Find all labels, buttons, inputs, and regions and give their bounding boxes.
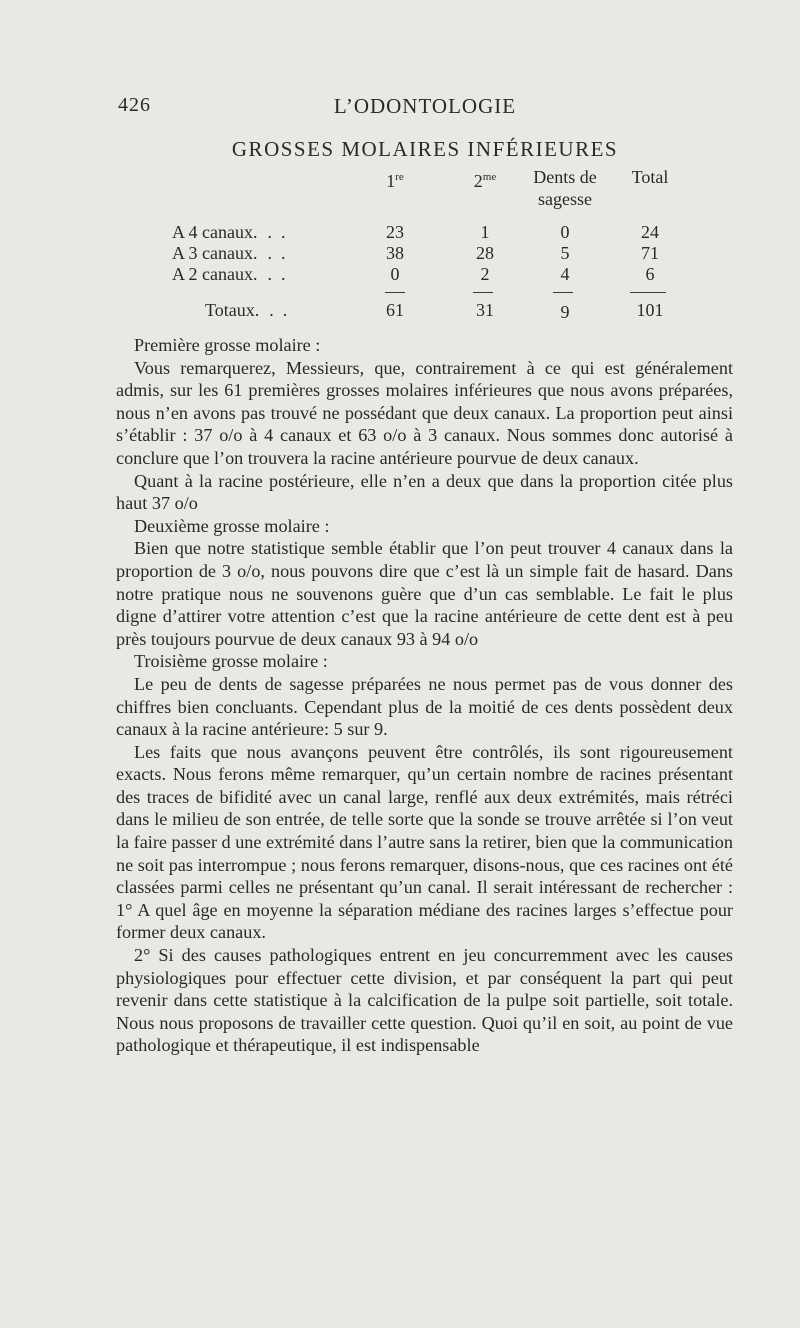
paragraph: Le peu de dents de sagesse préparées ne nous permet pas de vous donner des chiffres bien concluants. Cependant plus de la moitié de ces dents possèdent deux canaux à la racine antérieure: 5 sur 9. xyxy=(116,673,733,740)
statistics-table xyxy=(0,0,800,330)
page-number: 426 xyxy=(118,94,151,116)
rule-dash xyxy=(385,292,405,293)
section-heading: Troisième grosse molaire : xyxy=(134,651,328,672)
table-cell: 6 xyxy=(645,264,655,284)
paragraph: 2° Si des causes pathologiques entrent en jeu concurremment avec les causes physiologiques pour effectuer cette division, et par conséquent la part qui peut revenir dans cette statistique à la calcification de la pulpe soit partielle, soit totale. Nous nous proposons de travailler cette question. Quoi qu’il en soit, au point de vue pathologique et thérapeutique, il est indispensable xyxy=(116,945,733,1056)
rule-dash xyxy=(630,292,666,293)
paragraph: Vous remarquerez, Messieurs, que, contrairement à ce qui est généralement admis, sur les 61 premières grosses molaires inférieures que nous avons préparées, nous n’en avons pas trouvé ne possédant que deux canaux. La proportion peut ainsi s’établir : 37 o/o à 4 canaux et 63 o/o à 3 canaux. Nous sommes donc autorisé à conclure que l’on trouvera la racine antérieure pourvue de deux canaux. xyxy=(116,357,733,468)
table-cell: 0 xyxy=(390,264,400,284)
table-cell: 0 xyxy=(560,222,570,242)
article-body xyxy=(116,334,733,1057)
table-cell: 23 xyxy=(386,222,404,242)
totals-label: Totaux. .. xyxy=(205,300,297,320)
totals-cell: 61 xyxy=(386,300,404,320)
section-heading: Deuxième grosse molaire : xyxy=(134,515,330,536)
column-header-wisdom: Dents de sagesse xyxy=(533,167,597,209)
section-heading: Première grosse molaire : xyxy=(134,335,321,355)
paragraph: Les faits que nous avançons peuvent être contrôlés, ils sont rigoureusement exacts. Nous ferons même remarquer, qu’un certain nombre de racines présentant des traces de bifidité avec un canal large, renflé aux deux extrémités, mais rétréci dans le milieu de son entrée, de telle sorte que la sonde se trouve arrêtée si l’on veut la faire passer d une extrémité dans l’autre sans la retirer, bien que la communication ne soit pas interrompue ; nous ferons remarquer, disons-nous, que ces racines ont été classées parmi celles ne présentant qu’un canal. Il serait intéressant de rechercher : 1° A quel âge en moyenne la séparation médiane des racines larges s’effectue pour former deux canaux. xyxy=(116,741,733,943)
column-header-second: $2^{me}$ xyxy=(473,171,497,191)
table-cell: 71 xyxy=(641,243,659,263)
rule-dash xyxy=(473,292,493,293)
paragraph: Quant à la racine postérieure, elle n’en a deux que dans la proportion citée plus haut 37 o/o xyxy=(116,470,733,514)
table-cell: 5 xyxy=(560,243,570,263)
row-label: A 3 canaux. .. xyxy=(172,243,295,263)
table-cell: 2 xyxy=(480,264,490,284)
totals-cell: 101 xyxy=(636,300,664,320)
row-label: A 4 canaux. .. xyxy=(172,222,295,242)
journal-title: L’ODONTOLOGIE xyxy=(333,94,517,118)
table-cell: 28 xyxy=(476,243,494,263)
table-cell: 4 xyxy=(560,264,570,284)
table-cell: 24 xyxy=(641,222,659,242)
column-header-total: Total xyxy=(631,167,669,187)
row-label: A 2 canaux. .. xyxy=(172,264,295,284)
table-cell: 1 xyxy=(480,222,490,242)
rule-dash xyxy=(553,292,573,293)
totals-cell: 9 xyxy=(560,302,570,322)
table-cell: 38 xyxy=(386,243,404,263)
totals-cell: 31 xyxy=(476,300,494,320)
paragraph: Bien que notre statistique semble établir que l’on peut trouver 4 canaux dans la proportion de 3 o/o, nous pouvons dire que c’est là un simple fait de hasard. Dans notre pratique nous ne souvenons guère que d’un cas semblable. Le fait le plus digne d’attirer votre attention c’est que la racine antérieure de cette dent est à peu près toujours pourvue de deux canaux 93 à 94 o/o xyxy=(116,538,733,649)
table-title: GROSSES MOLAIRES INFÉRIEURES xyxy=(231,137,619,161)
column-header-first: 1re xyxy=(386,171,404,191)
